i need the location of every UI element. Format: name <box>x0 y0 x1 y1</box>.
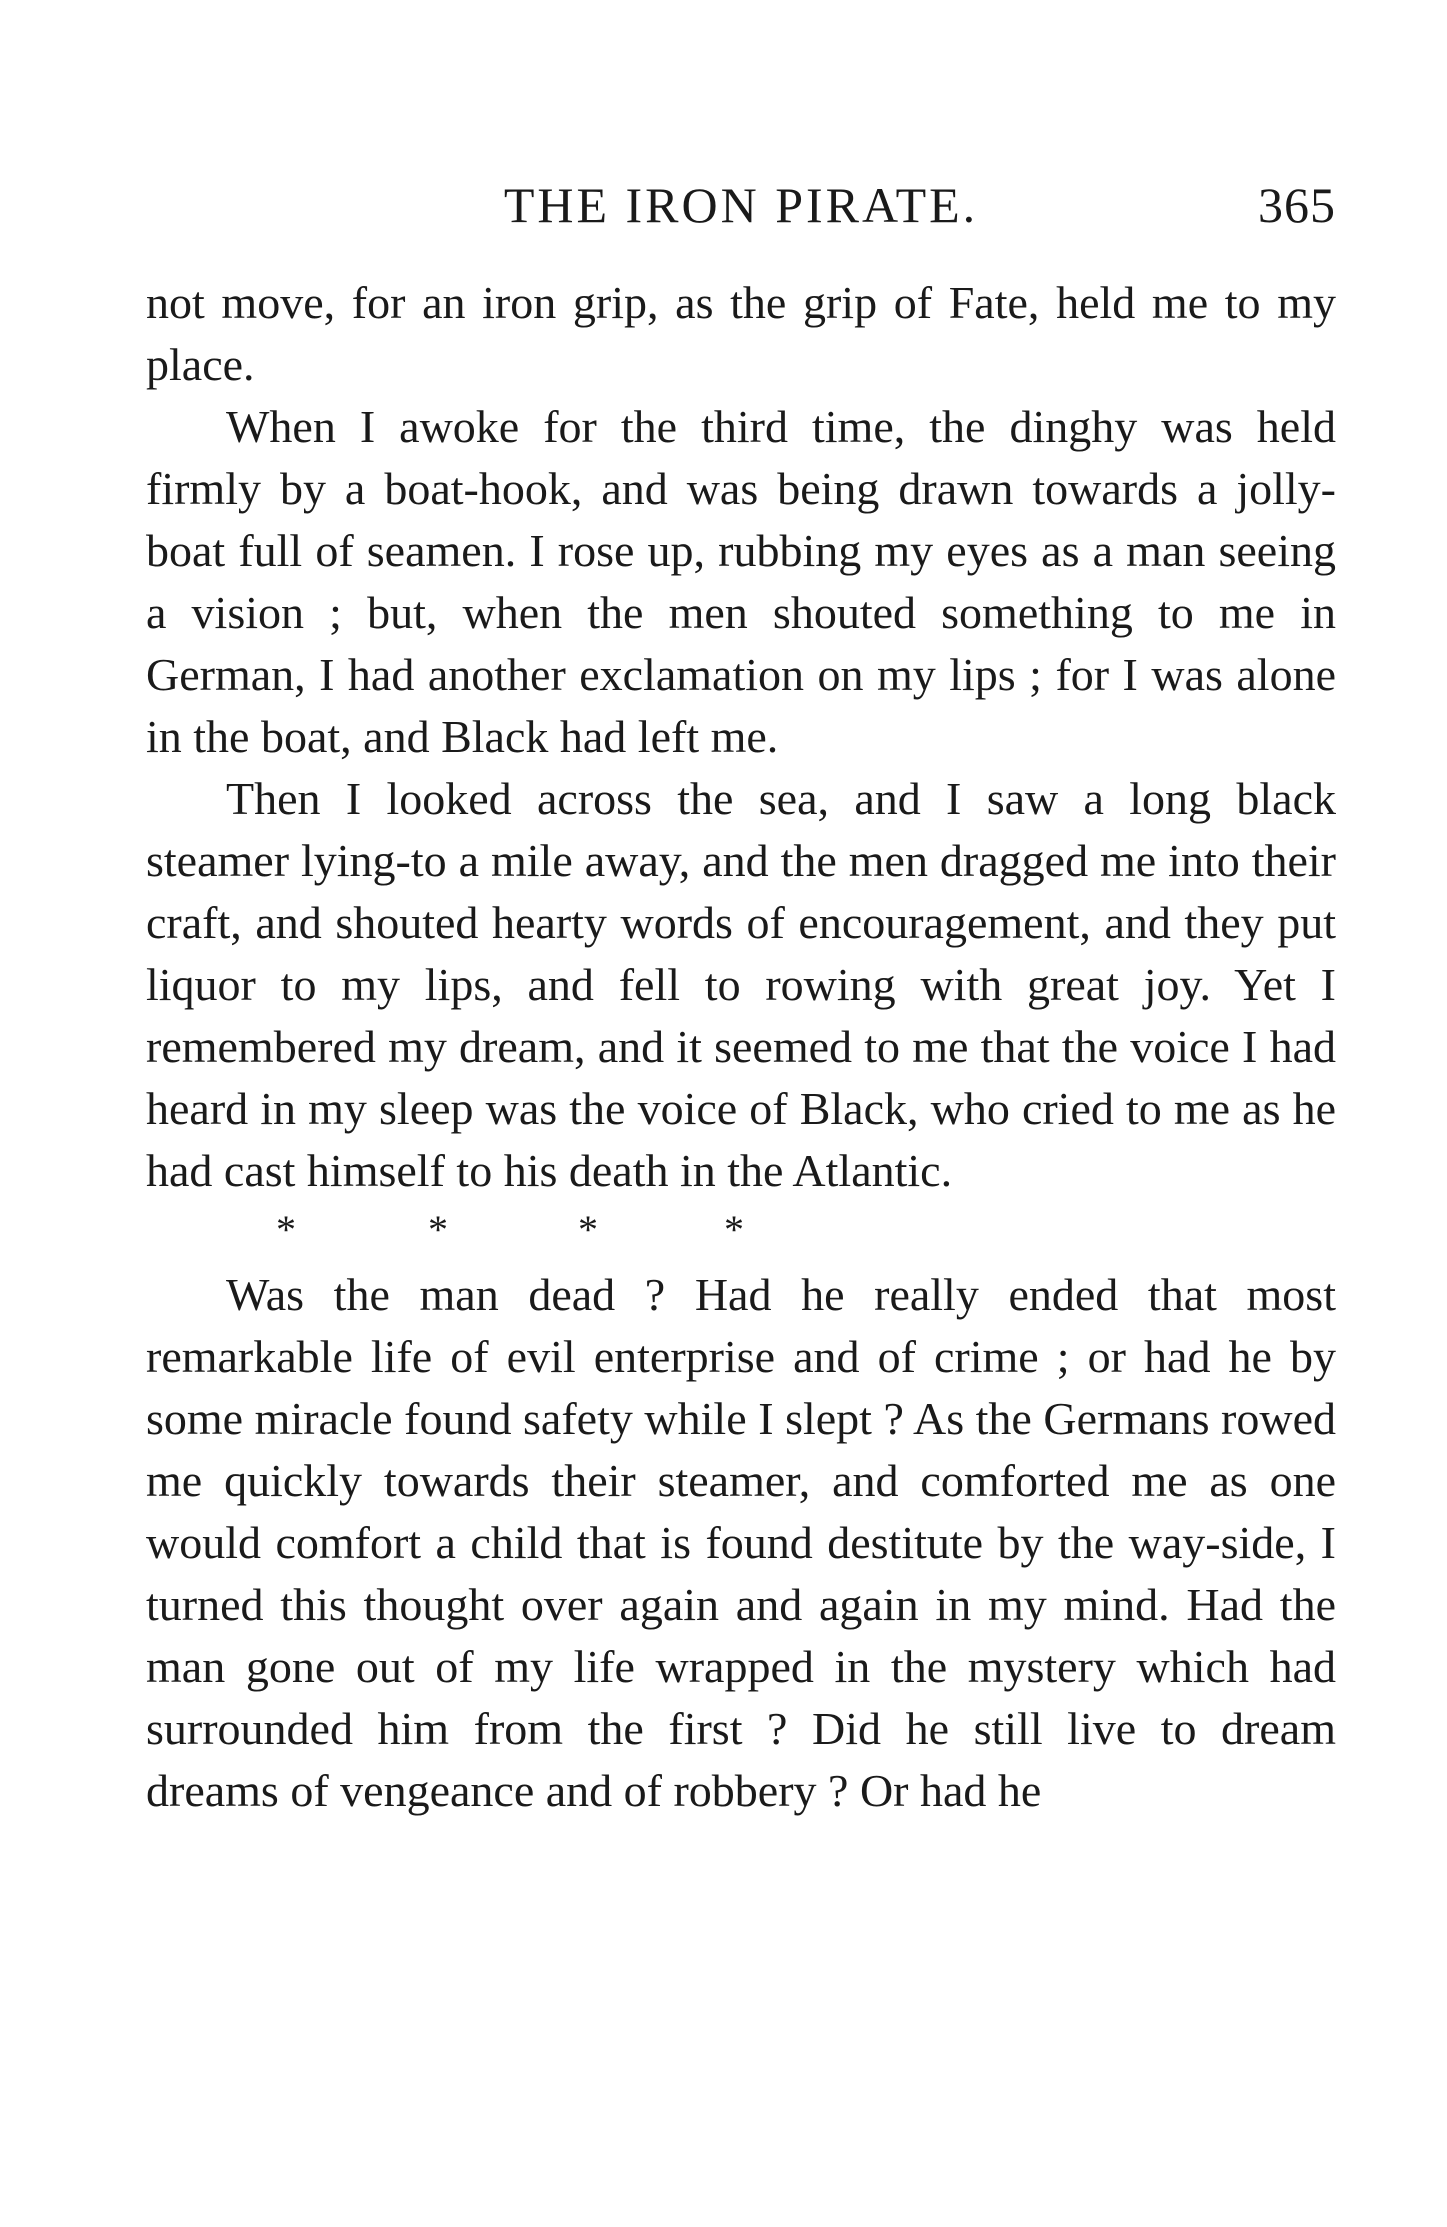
running-title: THE IRON PIRATE. <box>503 177 979 233</box>
section-break <box>146 1202 1336 1264</box>
asterisk: * <box>428 1207 448 1252</box>
paragraph-continuation: not move, for an iron grip, as the grip of Fate, held me to my place. <box>146 277 1336 390</box>
paragraph: Was the man dead ? Had he really ended that most remarkable life of evil enterprise and of crime ; or had he by some miracle found safety while I slept ? As the Germans rowed me quickly towards their steamer, and comforted me as one would comfort a child that is found destitute by the way-side, I turned this thought over again and again in my mind. Had the man gone out of my life wrapped in the mystery which had surrounded him from the first ? Did he still live to dream dreams of vengeance and of robbery ? Or had he <box>146 1269 1336 1816</box>
asterisk: * <box>724 1207 744 1252</box>
paragraph: Then I looked across the sea, and I saw a long black steamer lying-to a mile away, and the men dragged me into their craft, and shouted hearty words of encouragement, and they put liquor to my lips, and fell to rowing with great joy. Yet I remembered my dream, and it seemed to me that the voice I had heard in my sleep was the voice of Black, who cried to me as he had cast himself to his death in the Atlantic. <box>146 773 1336 1196</box>
asterisk: * <box>578 1207 598 1252</box>
paragraph: When I awoke for the third time, the dinghy was held firmly by a boat-hook, and was being drawn towards a jolly-boat full of seamen. I rose up, rubbing my eyes as a man seeing a vision ; but, when the men shouted something to me in German, I had another exclamation on my lips ; for I was alone in the boat, and Black had left me. <box>146 401 1336 762</box>
page-number: 365 <box>1258 177 1336 233</box>
running-header <box>146 176 1336 236</box>
body-text <box>146 272 1336 1822</box>
asterisk: * <box>276 1207 296 1252</box>
